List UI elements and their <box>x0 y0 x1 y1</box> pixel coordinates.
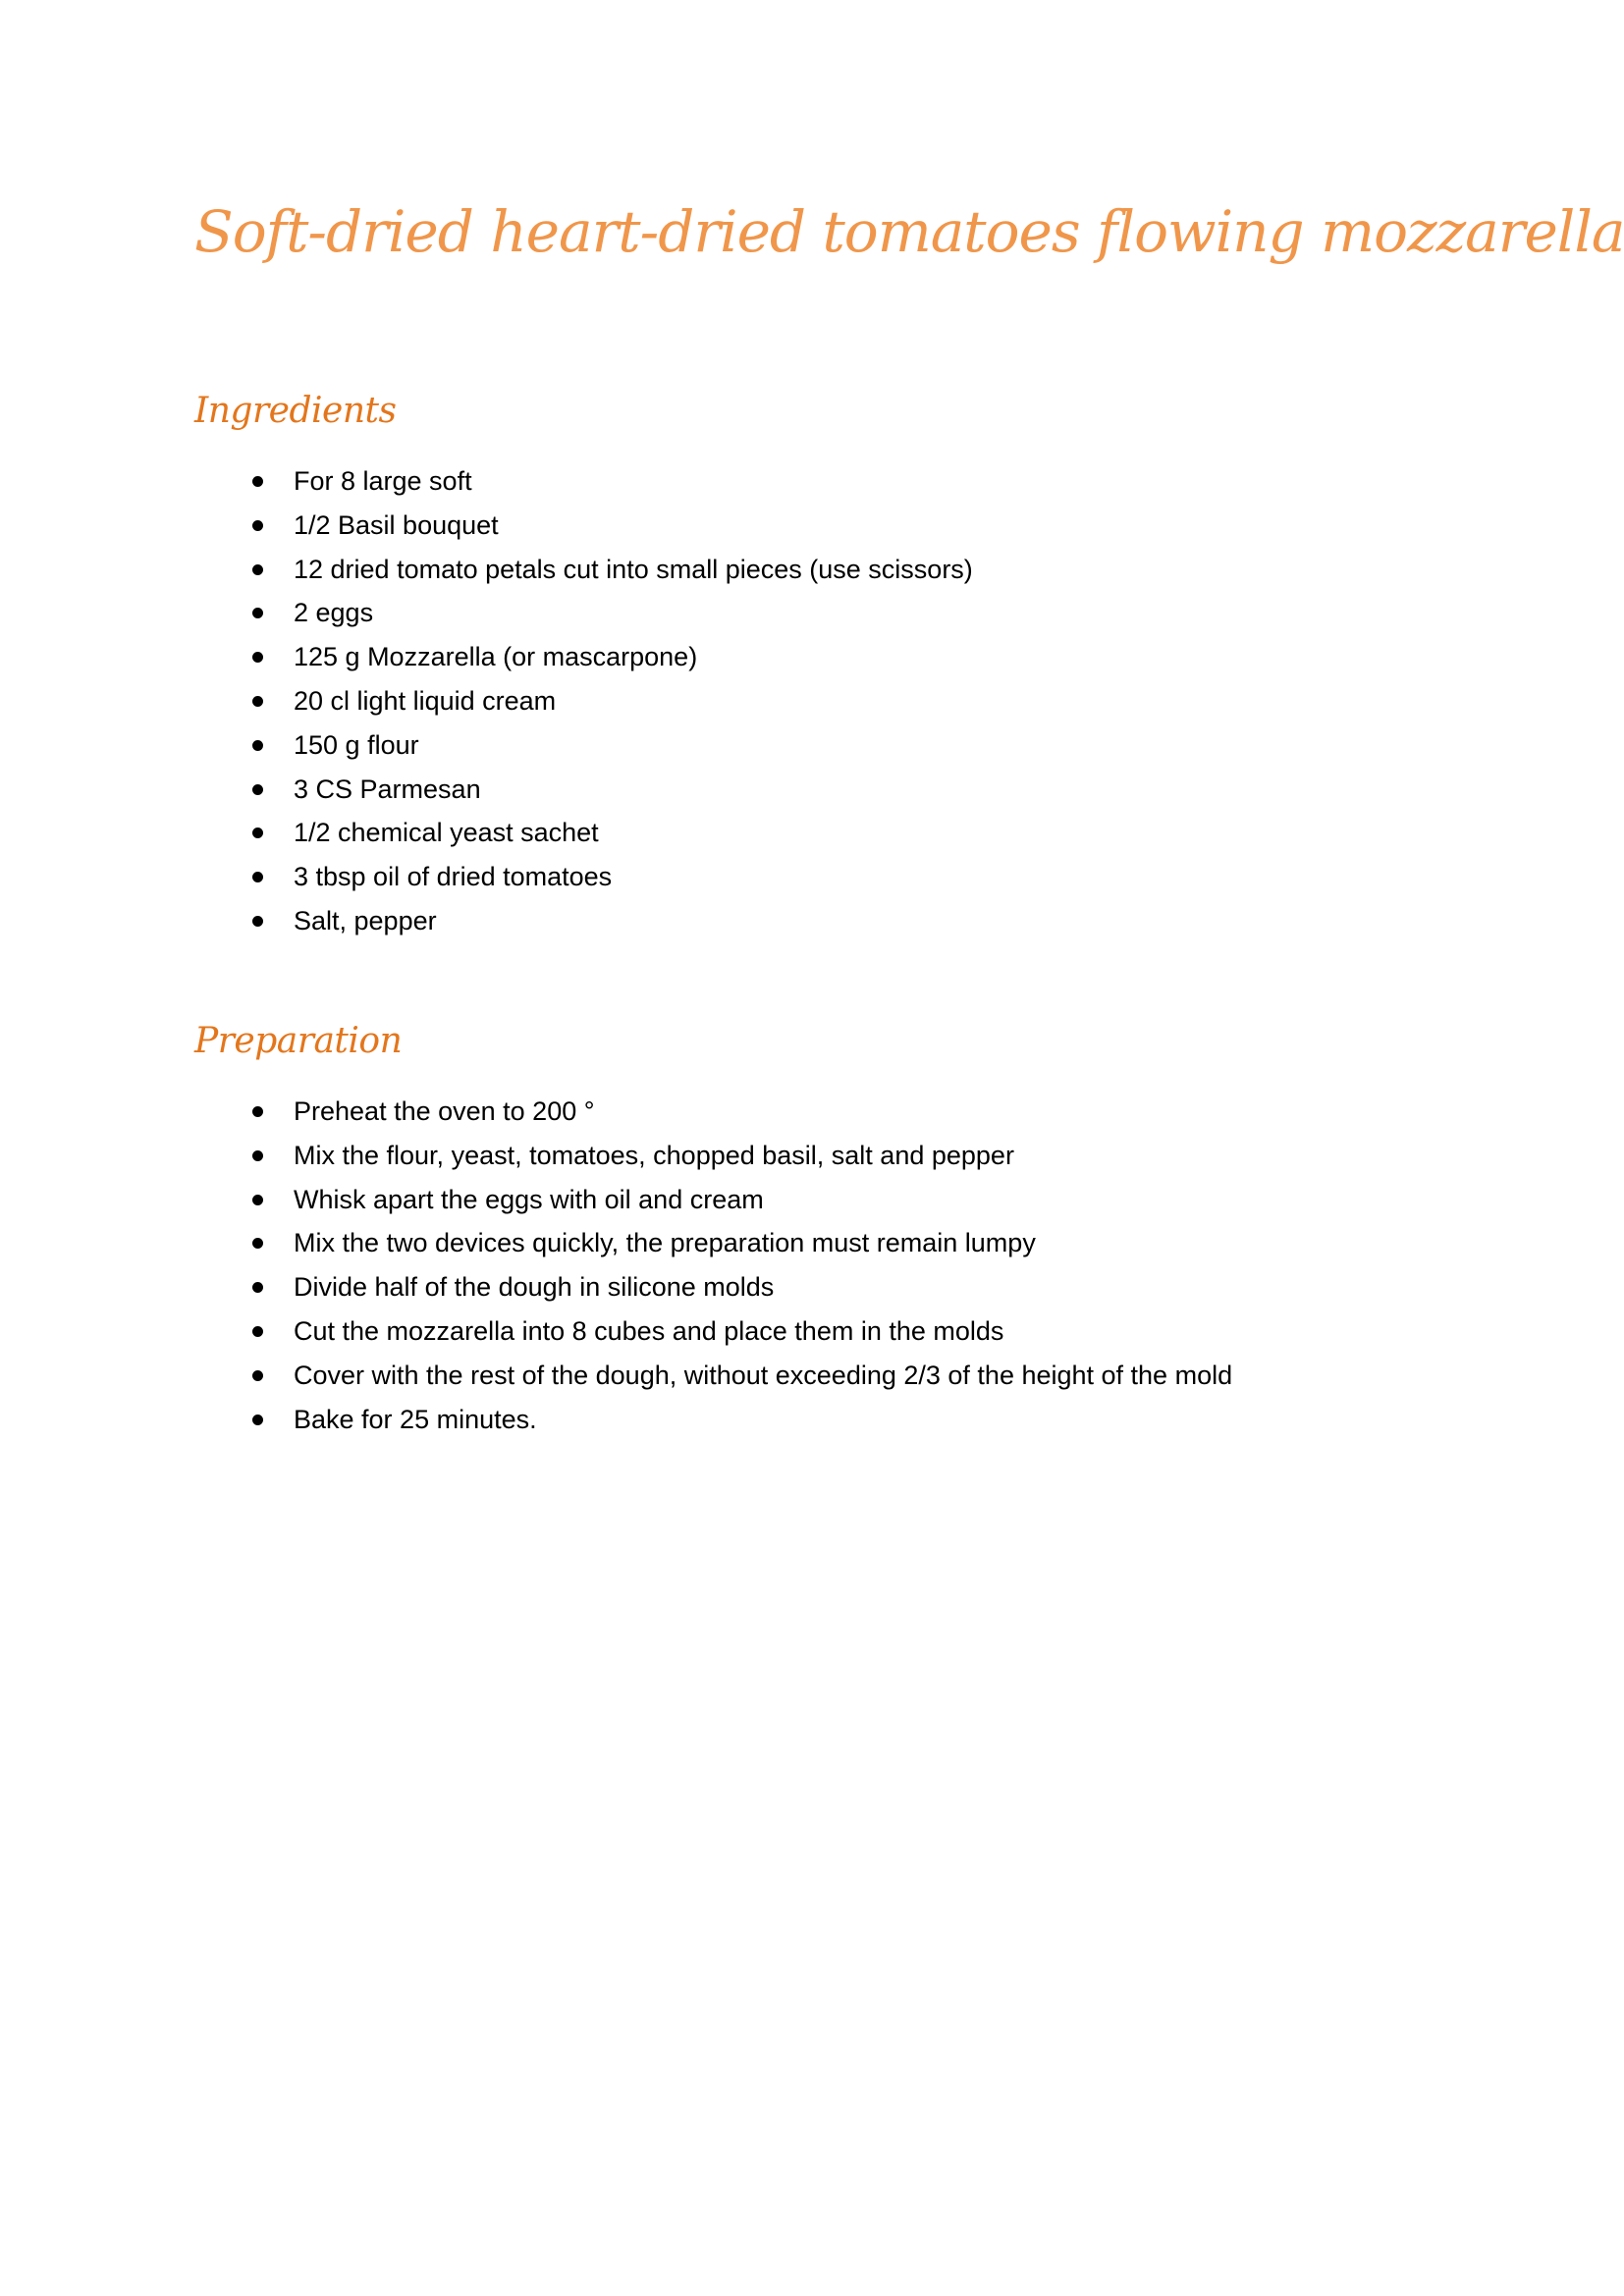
bullet-icon <box>252 1326 263 1337</box>
ingredient-item-text: 2 eggs <box>294 598 374 628</box>
ingredient-item-text: 3 tbsp oil of dried tomatoes <box>294 862 613 892</box>
bullet-icon <box>252 784 263 795</box>
ingredient-item-text: 1/2 chemical yeast sachet <box>294 818 599 848</box>
preparation-step-text: Cut the mozzarella into 8 cubes and place them in the molds <box>294 1315 1004 1346</box>
bullet-icon <box>252 828 263 838</box>
bullet-icon <box>252 872 263 882</box>
bullet-icon <box>252 1415 263 1425</box>
bullet-icon <box>252 476 263 487</box>
bullet-icon <box>252 1150 263 1161</box>
bullet-icon <box>252 564 263 575</box>
bullet-icon <box>252 1282 263 1293</box>
bullet-icon <box>252 1370 263 1381</box>
preparation-step-text: Mix the two devices quickly, the preparation must remain lumpy <box>294 1228 1036 1258</box>
ingredient-item-text: 12 dried tomato petals cut into small pieces (use scissors) <box>294 554 973 584</box>
preparation-step-text: Divide half of the dough in silicone molds <box>294 1272 775 1303</box>
bullet-icon <box>252 608 263 618</box>
ingredients-heading: Ingredients <box>194 391 397 431</box>
bullet-icon <box>252 652 263 663</box>
bullet-icon <box>252 740 263 751</box>
ingredient-item-text: 1/2 Basil bouquet <box>294 509 499 540</box>
recipe-title: Soft-dried heart-dried tomatoes flowing mozzarella <box>194 198 1624 265</box>
bullet-icon <box>252 916 263 927</box>
preparation-step-text: Preheat the oven to 200 ° <box>294 1096 595 1126</box>
preparation-heading: Preparation <box>194 1021 403 1061</box>
ingredient-item-text: 150 g flour <box>294 729 419 760</box>
bullet-icon <box>252 1106 263 1117</box>
ingredient-item-text: Salt, pepper <box>294 905 437 935</box>
bullet-icon <box>252 1238 263 1249</box>
ingredient-item-text: For 8 large soft <box>294 466 472 496</box>
bullet-icon <box>252 1195 263 1205</box>
ingredient-item-text: 3 CS Parmesan <box>294 774 481 804</box>
ingredient-item-text: 20 cl light liquid cream <box>294 685 557 716</box>
bullet-icon <box>252 696 263 707</box>
preparation-step-text: Cover with the rest of the dough, without exceeding 2/3 of the height of the mold <box>294 1360 1233 1390</box>
preparation-step-text: Bake for 25 minutes. <box>294 1404 537 1434</box>
preparation-step-text: Mix the flour, yeast, tomatoes, chopped basil, salt and pepper <box>294 1140 1014 1170</box>
bullet-icon <box>252 520 263 531</box>
ingredient-item-text: 125 g Mozzarella (or mascarpone) <box>294 642 698 672</box>
preparation-step-text: Whisk apart the eggs with oil and cream <box>294 1184 764 1214</box>
